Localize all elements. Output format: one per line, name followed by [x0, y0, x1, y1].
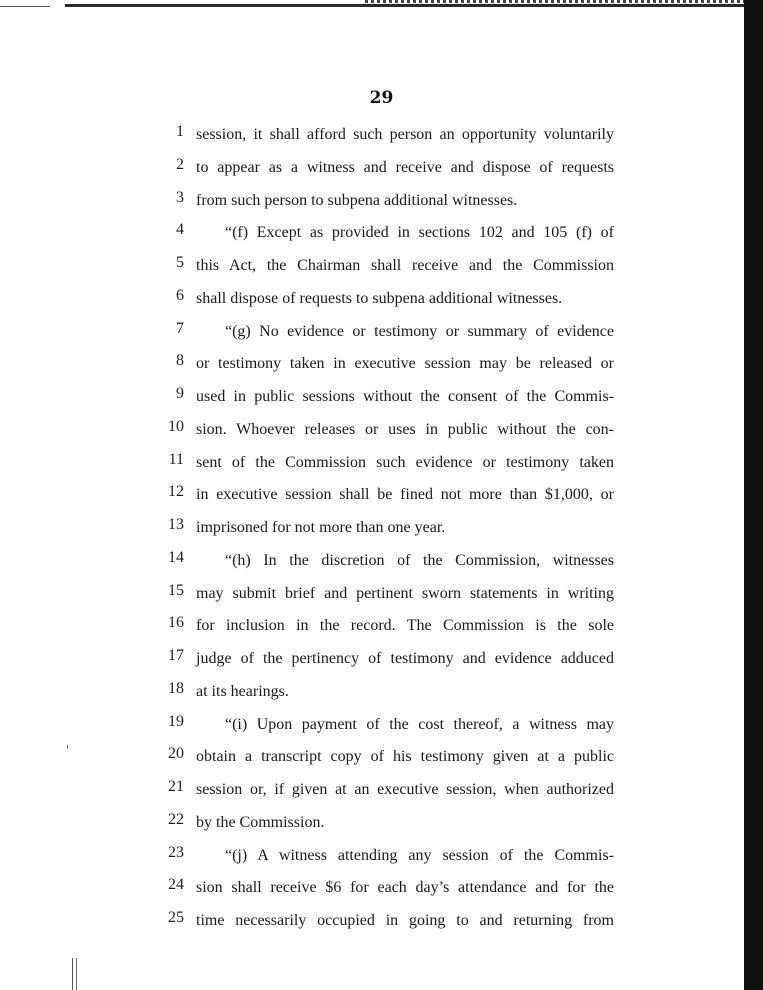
- line-number: 15: [168, 582, 184, 599]
- line-text: for inclusion in the record. The Commission is the sole: [196, 617, 614, 634]
- scan-artifact-bottom-mark: [72, 958, 73, 990]
- scan-artifact-dotted-edge: [365, 0, 763, 3]
- scan-artifact-right-edge: [744, 0, 763, 990]
- line-text: in executive session shall be fined not more than $1,000, or: [196, 486, 614, 503]
- line-number: 13: [168, 516, 184, 533]
- line-number: 11: [168, 451, 184, 468]
- line-text: “(g) No evidence or testimony or summary of evidence: [225, 323, 614, 340]
- line-text: at its hearings.: [196, 683, 289, 700]
- line-text: by the Commission.: [196, 814, 325, 831]
- line-text: “(h) In the discretion of the Commission, witnesses: [225, 552, 614, 569]
- line-number: 6: [176, 287, 184, 304]
- line-number: 3: [176, 189, 184, 206]
- line-text: sion shall receive $6 for each day’s attendance and for the: [196, 879, 614, 896]
- line-text: from such person to subpena additional witnesses.: [196, 192, 518, 209]
- line-text: judge of the pertinency of testimony and evidence adduced: [196, 650, 614, 667]
- line-text: or testimony taken in executive session may be released or: [196, 355, 614, 372]
- line-number: 5: [176, 254, 184, 271]
- line-number: 21: [168, 778, 184, 795]
- line-number: 9: [176, 385, 184, 402]
- line-number: 1: [176, 123, 184, 140]
- line-number: 24: [168, 876, 184, 893]
- line-text: shall dispose of requests to subpena additional witnesses.: [196, 290, 563, 307]
- line-text: this Act, the Chairman shall receive and the Commission: [196, 257, 614, 274]
- line-number: 19: [168, 713, 184, 730]
- line-number: 22: [168, 811, 184, 828]
- line-text: session or, if given at an executive session, when authorized: [196, 781, 614, 798]
- line-number: 18: [168, 680, 184, 697]
- line-text: obtain a transcript copy of his testimony given at a public: [196, 748, 614, 765]
- line-text: “(j) A witness attending any session of the Commis-: [225, 847, 614, 864]
- line-text: “(f) Except as provided in sections 102 and 105 (f) of: [225, 224, 614, 241]
- scan-artifact-top-rule: [65, 4, 763, 7]
- line-text: time necessarily occupied in going to and returning from: [196, 912, 614, 929]
- page-number: 29: [369, 88, 394, 108]
- line-number: 16: [168, 614, 184, 631]
- line-number: 7: [176, 320, 184, 337]
- scan-artifact-bottom-mark: [76, 958, 77, 990]
- line-number: 4: [176, 221, 184, 238]
- line-number: 14: [168, 549, 184, 566]
- line-text: may submit brief and pertinent sworn statements in writing: [196, 585, 614, 602]
- line-number: 2: [176, 156, 184, 173]
- line-text: “(i) Upon payment of the cost thereof, a witness may: [225, 716, 614, 733]
- line-number: 12: [168, 483, 184, 500]
- scan-artifact-margin-tick: [67, 745, 68, 749]
- line-number: 8: [176, 352, 184, 369]
- line-text: used in public sessions without the consent of the Commis-: [196, 388, 614, 405]
- line-number: 23: [168, 844, 184, 861]
- line-text: imprisoned for not more than one year.: [196, 519, 446, 536]
- line-number: 17: [168, 647, 184, 664]
- line-text: sion. Whoever releases or uses in public without the con-: [196, 421, 614, 438]
- line-text: session, it shall afford such person an opportunity voluntarily: [196, 126, 614, 143]
- scan-artifact-left-rule: [0, 6, 50, 7]
- line-text: sent of the Commission such evidence or testimony taken: [196, 454, 614, 471]
- line-text: to appear as a witness and receive and dispose of requests: [196, 159, 614, 176]
- line-number: 25: [168, 909, 184, 926]
- line-number: 10: [168, 418, 184, 435]
- line-number: 20: [168, 745, 184, 762]
